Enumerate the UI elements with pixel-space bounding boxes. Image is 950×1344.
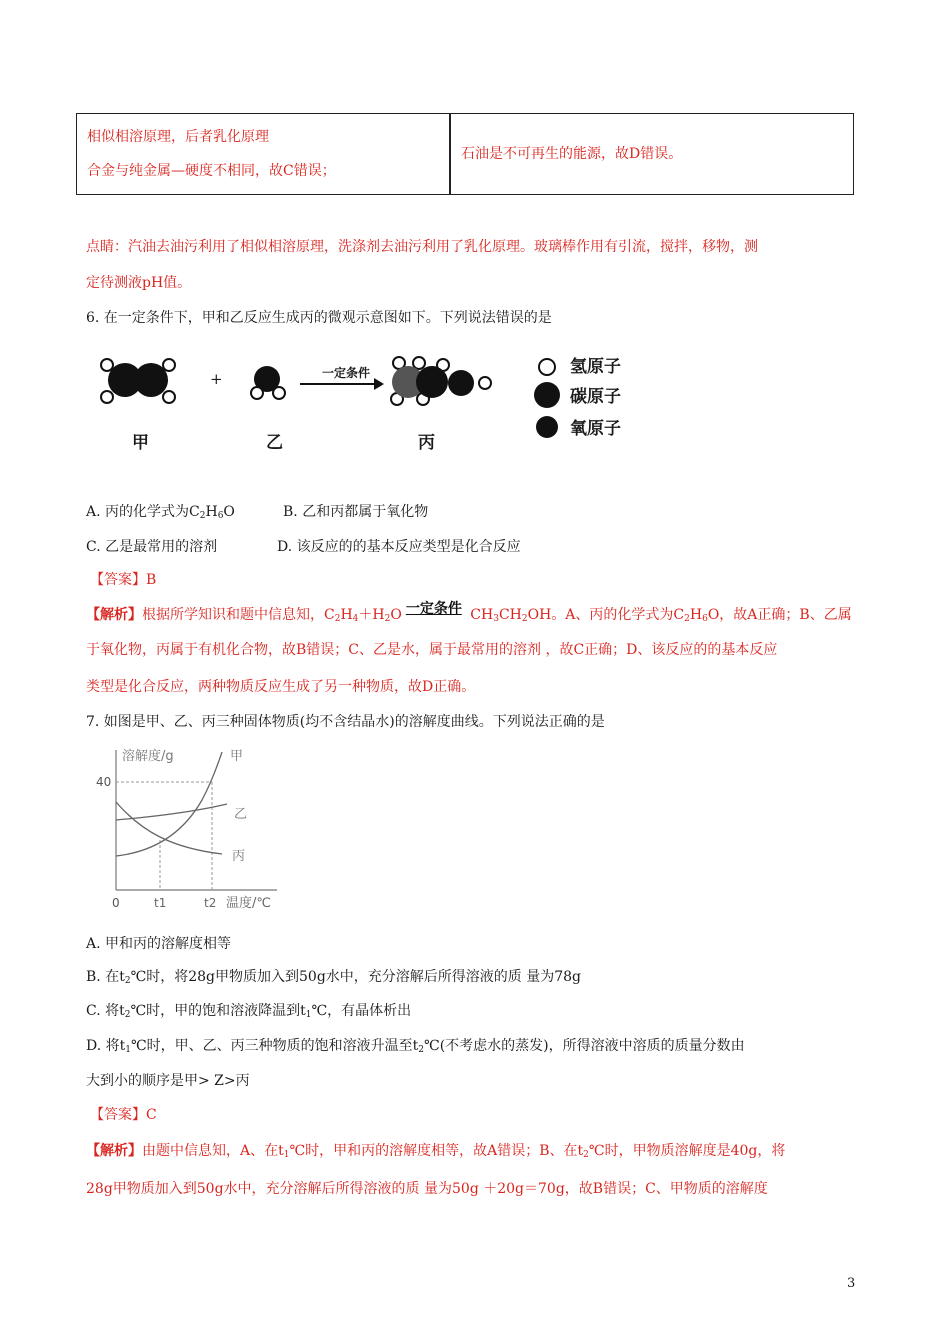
q7-option-d-line2: 大到小的顺序是甲> Z>丙 xyxy=(86,1073,250,1089)
solubility-curve-chart xyxy=(92,740,292,915)
q6-explanation-line1: 【解析】根据所学知识和题中信息知，$C_2H_4+H_2O$ 一定条件 $CH_3CH_2OH$。A、丙的化学式为$C_2H_6O$，故A正确；B、乙属 xyxy=(86,601,852,624)
chart-xtick-t2: t2 xyxy=(204,896,217,910)
q7-option-d: D. 将$t_1℃$时，甲、乙、丙三种物质的饱和溶液升温至$t_2℃$(不考虑水的蒸发)，所得溶液中溶质的质量分数由 xyxy=(86,1038,745,1055)
q7-answer: 【答案】C xyxy=(90,1107,157,1123)
q6-answer: 【答案】B xyxy=(90,572,157,588)
legend-oxygen: 氧原子 xyxy=(570,419,621,439)
chart-ytick-40: 40 xyxy=(96,775,112,789)
q6-option-b: B. 乙和丙都属于氧化物 xyxy=(283,504,429,520)
tip-line2: 定待测液pH值。 xyxy=(86,275,192,291)
answer-table xyxy=(76,113,854,195)
chart-ylabel: 溶解度/g xyxy=(122,749,174,764)
chart-label-jia: 甲 xyxy=(230,749,244,764)
q7-option-c: C. 将$t_2℃$时，甲的饱和溶液降温到$t_1℃$，有晶体析出 xyxy=(86,1003,412,1020)
legend-hydrogen: 氢原子 xyxy=(570,357,621,377)
reaction-condition: 一定条件 xyxy=(405,601,462,617)
table-divider xyxy=(449,114,451,194)
page-number: 3 xyxy=(847,1276,856,1291)
carbon-atom xyxy=(416,366,448,398)
q6-molecule-diagram xyxy=(86,340,666,455)
chart-label-yi: 乙 xyxy=(234,807,248,822)
oxygen-legend-icon xyxy=(536,416,558,438)
legend-carbon: 碳原子 xyxy=(570,387,621,407)
hydrogen-atom xyxy=(250,386,264,400)
label-jia: 甲 xyxy=(132,433,149,453)
q6-option-a: A. 丙的化学式为$C_2H_6O$ xyxy=(86,504,235,521)
hydrogen-atom xyxy=(478,376,492,390)
arrow-condition: 一定条件 xyxy=(322,366,371,380)
q7-explanation-line2: 28g甲物质加入到50g水中，充分溶解后所得溶液的质 量为50g ＋20g＝70g，故B错误；C、甲物质的溶解度 xyxy=(86,1181,768,1197)
q6-explanation-line3: 类型是化合反应，两种物质反应生成了另一种物质，故D正确。 xyxy=(86,679,476,695)
q7-option-b: B. 在$t_2℃$时，将28g甲物质加入到50g水中，充分溶解后所得溶液的质 量为78g xyxy=(86,969,582,986)
curve-bing xyxy=(116,802,222,854)
q6-option-c: C. 乙是最常用的溶剂 xyxy=(86,539,218,555)
label-bing: 丙 xyxy=(418,433,435,453)
tip-line1: 点睛：汽油去油污利用了相似相溶原理，洗涤剂去油污利用了乳化原理。玻璃棒作用有引流，搅拌，移物，测 xyxy=(86,239,758,255)
curve-yi xyxy=(116,804,227,820)
q7-explanation-line1: 【解析】由题中信息知，A、在$t_1℃$时，甲和丙的溶解度相等，故A错误；B、在$t_2℃$时，甲物质溶解度是40g，将 xyxy=(86,1143,786,1160)
table-cell2: 石油是不可再生的能源，故D错误。 xyxy=(461,146,683,162)
table-cell1-line1: 相似相溶原理，后者乳化原理 xyxy=(87,129,269,145)
hydrogen-atom xyxy=(162,390,176,404)
plus-sign: + xyxy=(210,370,223,388)
chart-xlabel: 温度/℃ xyxy=(226,896,271,911)
q6-option-d: D. 该反应的的基本反应类型是化合反应 xyxy=(277,539,521,555)
q6-explanation-line2: 于氧化物，丙属于有机化合物，故B错误；C、乙是水，属于最常用的溶剂 ，故C正确；D、该反应的的基本反应 xyxy=(86,642,778,658)
arrow-head-icon xyxy=(374,378,384,390)
chart-xtick-t1: t1 xyxy=(154,896,167,910)
carbon-legend-icon xyxy=(534,382,560,408)
chart-label-bing: 丙 xyxy=(232,849,246,864)
hydrogen-atom xyxy=(100,390,114,404)
carbon-atom xyxy=(134,363,168,397)
q7-option-a: A. 甲和丙的溶解度相等 xyxy=(86,936,232,952)
arrow-shaft xyxy=(300,383,378,385)
label-yi: 乙 xyxy=(266,433,283,453)
hydrogen-legend-icon xyxy=(538,358,556,376)
table-cell1-line2: 合金与纯金属—硬度不相同，故C错误； xyxy=(87,163,336,179)
q6-stem: 6. 在一定条件下，甲和乙反应生成丙的微观示意图如下。下列说法错误的是 xyxy=(86,310,552,326)
oxygen-atom xyxy=(448,370,474,396)
hydrogen-atom xyxy=(272,386,286,400)
chart-origin: 0 xyxy=(112,896,120,910)
q7-stem: 7. 如图是甲、乙、丙三种固体物质(均不含结晶水)的溶解度曲线。下列说法正确的是 xyxy=(86,714,605,730)
